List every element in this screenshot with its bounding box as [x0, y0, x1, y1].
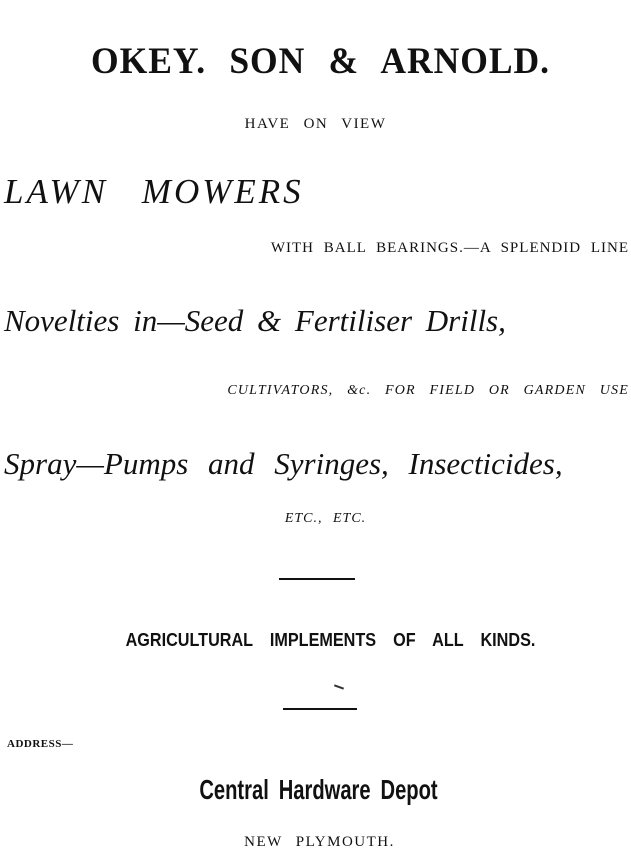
firm-name-heading: OKEY. SON & ARNOLD. [91, 41, 550, 82]
print-speck [334, 684, 344, 689]
divider-rule [283, 708, 357, 710]
etc-text: ETC., ETC. [284, 511, 367, 526]
divider-rule [279, 578, 355, 580]
address-label: ADDRESS— [7, 738, 74, 750]
depot-name: Central Hardware Depot [199, 774, 438, 805]
cultivators-text: CULTIVATORS, &c. FOR FIELD OR GARDEN USE [227, 383, 629, 398]
ball-bearings-text: WITH BALL BEARINGS.—A SPLENDID LINE [270, 240, 629, 256]
location-text: NEW PLYMOUTH. [244, 834, 395, 850]
agricultural-implements-text: AGRICULTURAL IMPLEMENTS OF ALL KINDS. [125, 630, 536, 650]
lawn-mowers-heading: LAWN MOWERS [4, 172, 304, 211]
novelties-heading: Novelties in—Seed & Fertiliser Drills, [4, 303, 506, 338]
spray-pumps-heading: Spray—Pumps and Syringes, Insecticides, [4, 446, 563, 481]
have-on-view-text: HAVE ON VIEW [244, 116, 387, 132]
